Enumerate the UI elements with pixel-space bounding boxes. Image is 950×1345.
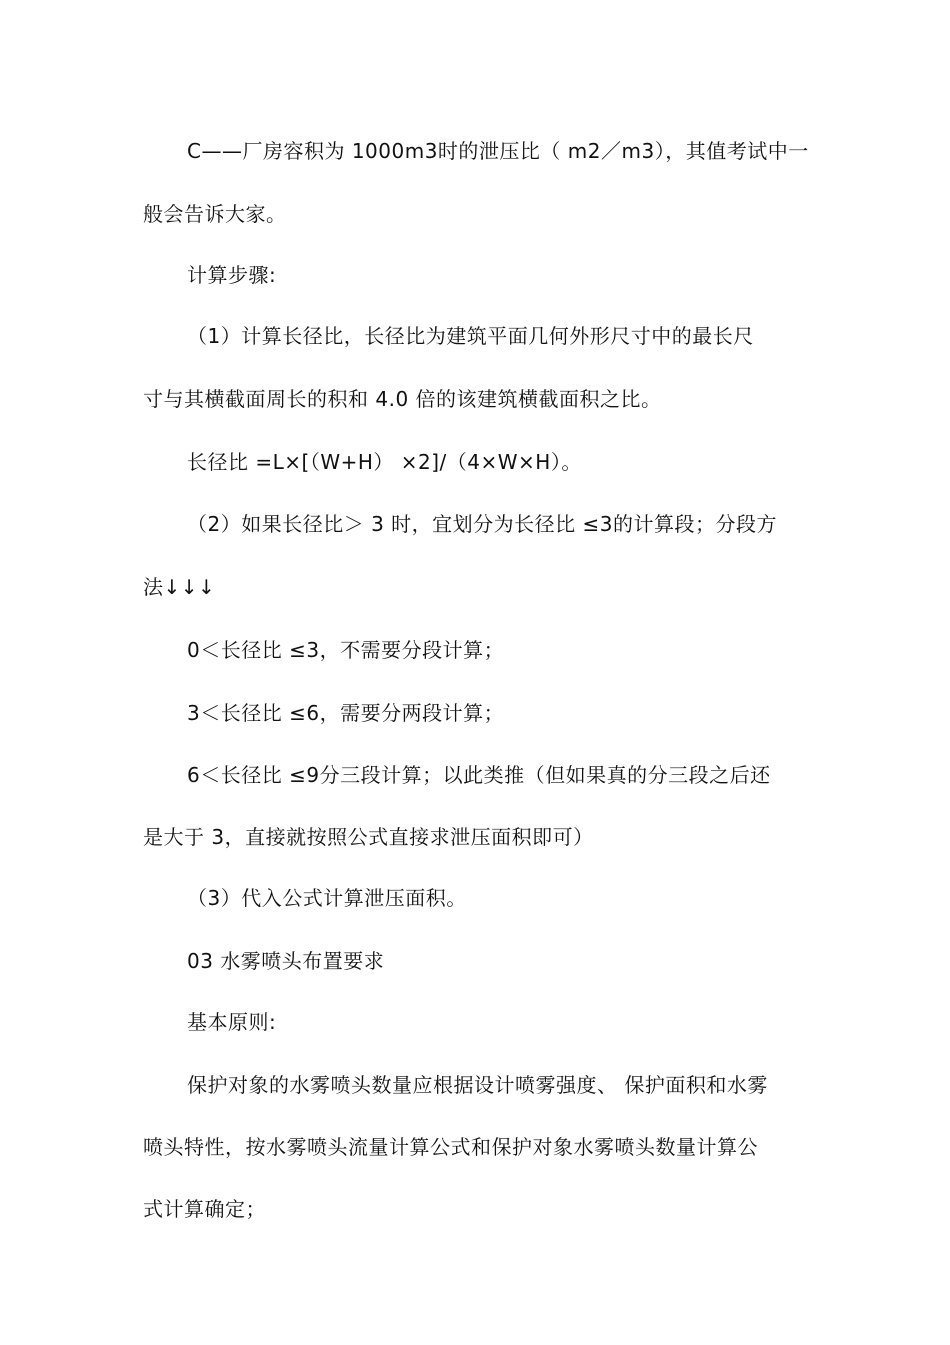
- step-1-line-1: （1）计算长径比，长径比为建筑平面几何外形尺寸中的最长尺: [187, 324, 754, 348]
- step-3-line: （3）代入公式计算泄压面积。: [187, 886, 467, 910]
- rule-line-3: 6＜长径比 ≤9分三段计算；以此类推（但如果真的分三段之后还: [187, 763, 771, 787]
- paragraph-line-1: C——厂房容积为 1000m3时的泄压比（ m2／m3），其值考试中一: [187, 139, 809, 163]
- step-2-line-1: （2）如果长径比＞ 3 时，宜划分为长径比 ≤3的计算段；分段方: [187, 512, 778, 536]
- principle-line-1: 保护对象的水雾喷头数量应根据设计喷雾强度、 保护面积和水雾: [187, 1073, 768, 1097]
- principle-line-2: 喷头特性，按水雾喷头流量计算公式和保护对象水雾喷头数量计算公: [143, 1135, 758, 1159]
- formula-line: 长径比 =L×[（W+H） ×2]/（4×W×H）。: [187, 450, 582, 474]
- rule-line-2: 3＜长径比 ≤6，需要分两段计算；: [187, 701, 505, 725]
- section-label-principles: 基本原则:: [187, 1010, 277, 1034]
- principle-line-3: 式计算确定；: [143, 1197, 266, 1221]
- paragraph-line-2: 般会告诉大家。: [143, 202, 287, 226]
- section-label-steps: 计算步骤:: [187, 263, 277, 287]
- rule-line-3-cont: 是大于 3，直接就按照公式直接求泄压面积即可）: [143, 825, 594, 849]
- rule-line-1: 0＜长径比 ≤3，不需要分段计算；: [187, 638, 505, 662]
- step-1-line-2: 寸与其横截面周长的积和 4.0 倍的该建筑横截面积之比。: [143, 387, 662, 411]
- section-heading-03: 03 水雾喷头布置要求: [187, 949, 385, 973]
- step-2-line-2: 法↓↓↓: [143, 575, 216, 599]
